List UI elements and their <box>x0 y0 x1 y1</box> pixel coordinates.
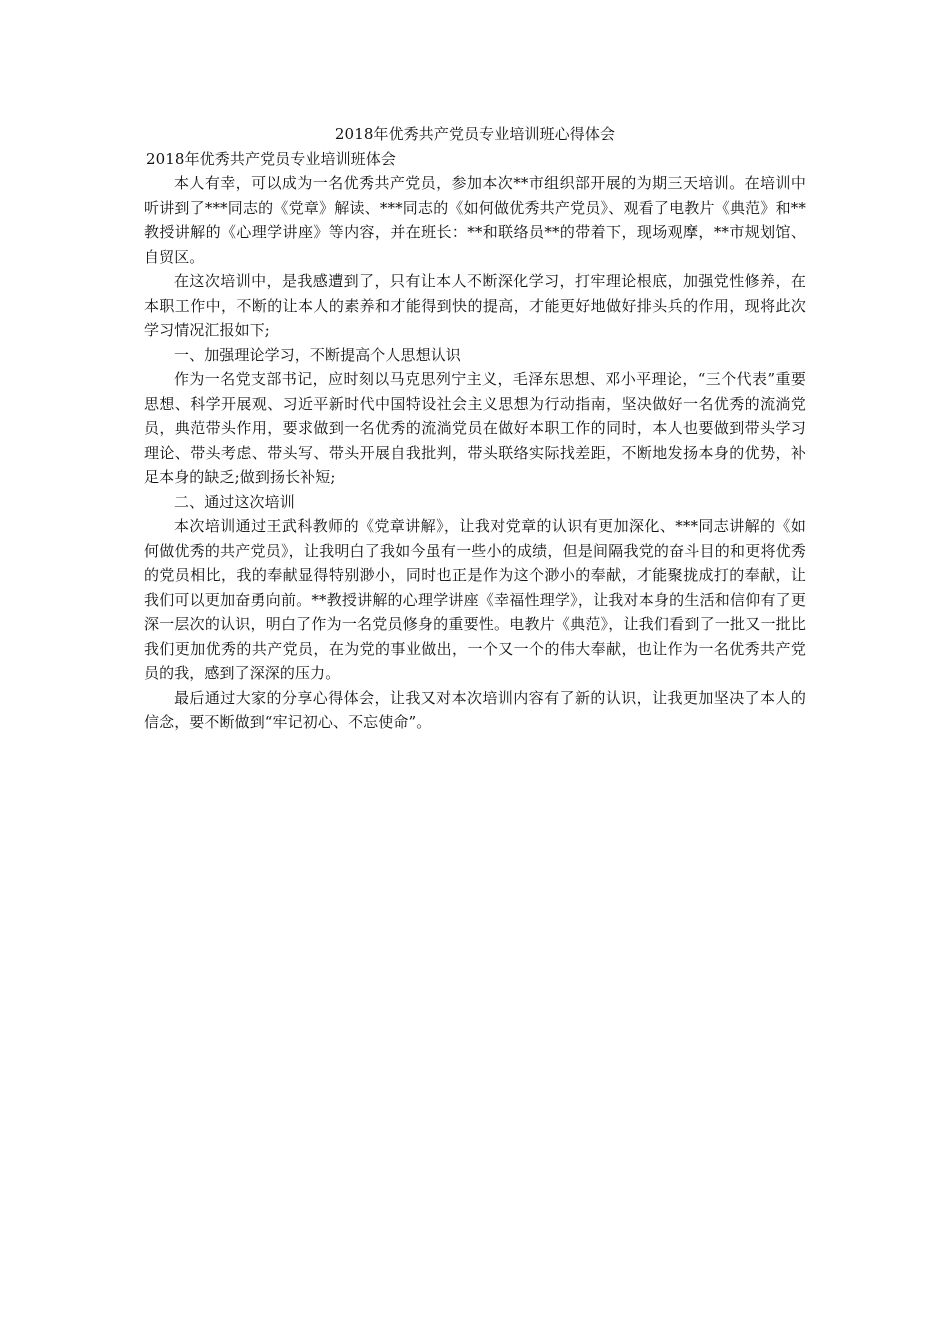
document-title: 2018年优秀共产党员专业培训班心得体会 <box>334 125 616 143</box>
paragraph-intro: 本人有幸，可以成为一名优秀共产党员，参加本次**市组织部开展的为期三天培训。在培训中听讲到了***同志的《党章》解读、***同志的《如何做优秀共产党员》、观看了电教片《典范》和**教授讲解的《心理学讲座》等内容，并在班长：**和联络员**的带着下，现场观摩，**市规划馆、自贸区。 <box>144 174 806 266</box>
paragraph-conclusion: 最后通过大家的分享心得体会，让我又对本次培训内容有了新的认识，让我更加坚决了本人的信念，要不断做到“牢记初心、不忘使命”。 <box>144 688 806 731</box>
paragraph-section-1: 作为一名党支部书记，应时刻以马克思列宁主义，毛泽东思想、邓小平理论，“三个代表”重要思想、科学开展观、习近平新时代中国特设社会主义思想为行动指南，坚决做好一名优秀的流淌党员，典范带头作用，要求做到一名优秀的流淌党员在做好本职工作的同时，本人也要做到带头学习理论、带头考虑、带头写、带头开展自我批判，带头联络实际找差距，不断地发扬本身的优势，补足本身的缺乏;做到扬长补短; <box>144 370 806 486</box>
paragraph-section-2: 本次培训通过王武科教师的《党章讲解》，让我对党章的认识有更加深化、***同志讲解的《如何做优秀的共产党员》，让我明白了我如今虽有一些小的成绩，但是间隔我党的奋斗目的和更将优秀的党员相比，我的奉献显得特别渺小，同时也正是作为这个渺小的奉献，才能聚拢成打的奉献，让我们可以更加奋勇向前。**教授讲解的心理学讲座《幸福性理学》，让我对本身的生活和信仰有了更深一层次的认识，明白了作为一名党员修身的重要性。电教片《典范》，让我们看到了一批又一批比我们更加优秀的共产党员，在为党的事业做出，一个又一个的伟大奉献，也让作为一名优秀共产党员的我，感到了深深的压力。 <box>144 517 806 682</box>
paragraph-summary: 在这次培训中，是我感遭到了，只有让本人不断深化学习，打牢理论根底，加强党性修养，在本职工作中，不断的让本人的素养和才能得到快的提高，才能更好地做好排头兵的作用，现将此次学习情况汇报如下; <box>144 272 806 339</box>
document-subtitle: 2018年优秀共产党员专业培训班体会 <box>146 149 396 168</box>
document-body <box>144 122 806 735</box>
section-heading-2: 二、通过这次培训 <box>174 492 295 511</box>
section-heading-1: 一、加强理论学习，不断提高个人思想认识 <box>174 345 461 364</box>
